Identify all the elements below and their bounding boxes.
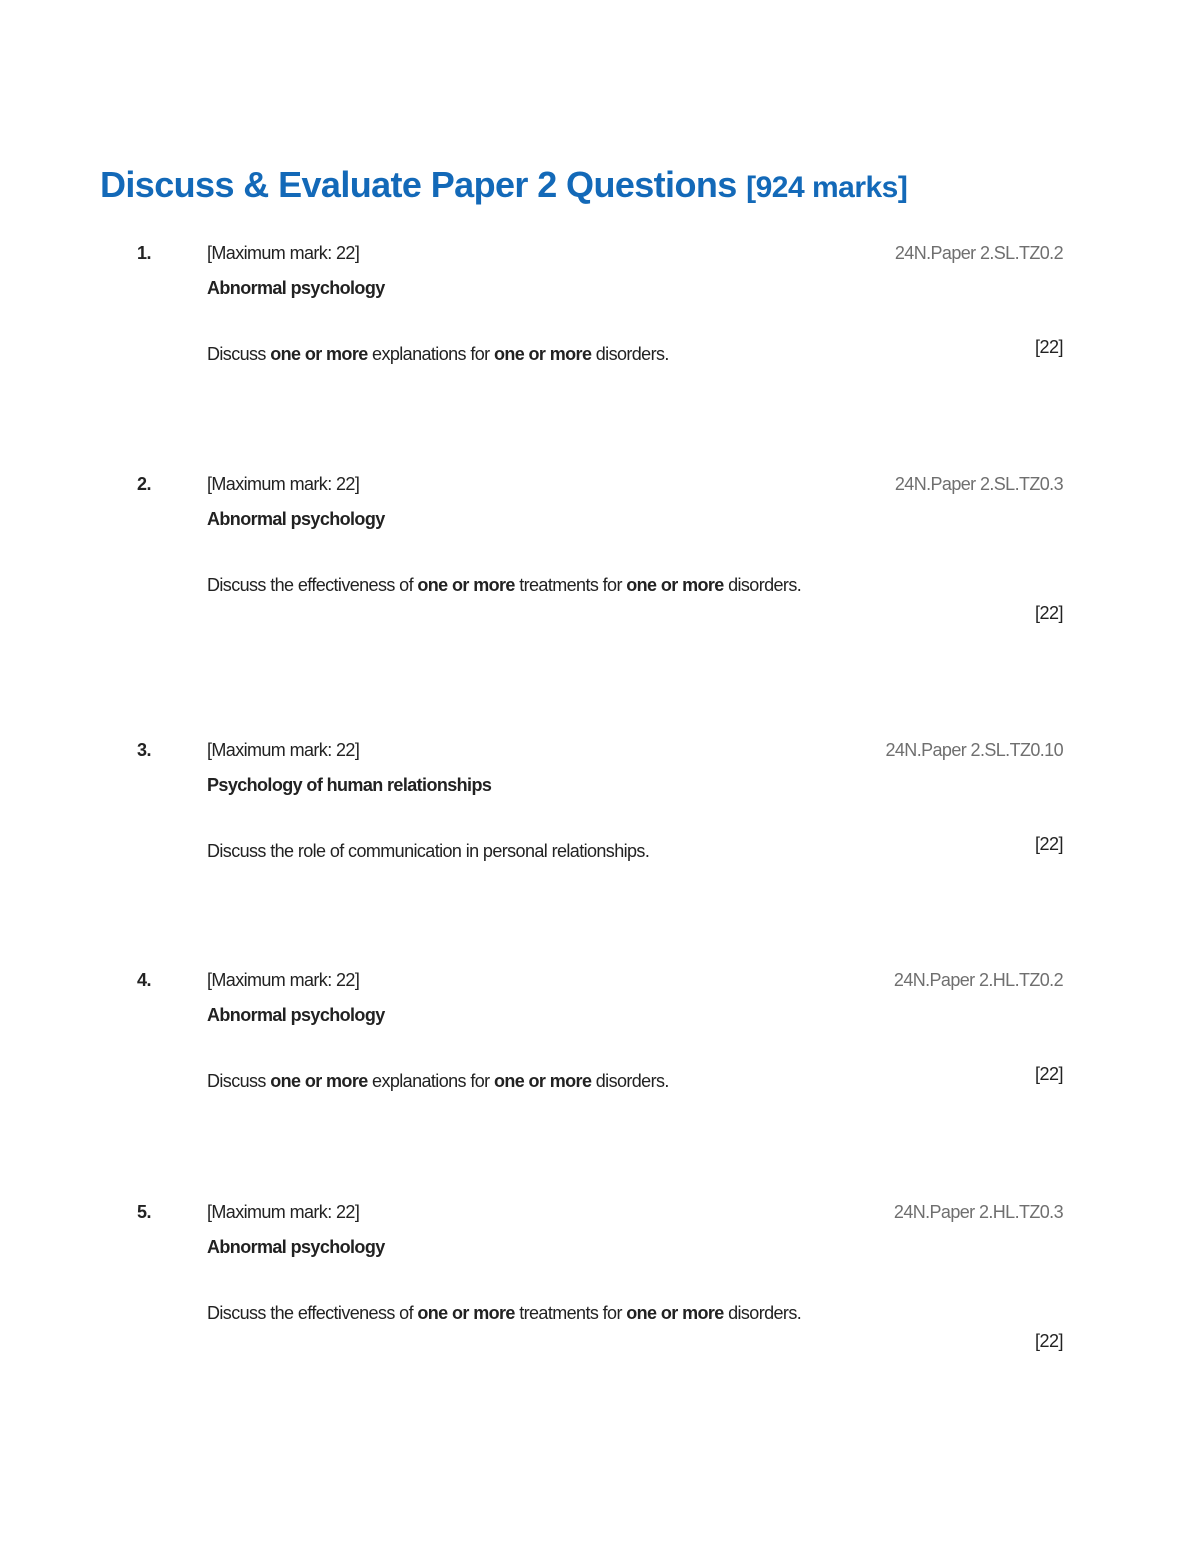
question-text-emphasis: one or more <box>417 575 515 595</box>
question-text-segment: explanations for <box>367 344 494 364</box>
question-text-segment: disorders. <box>591 344 669 364</box>
question-number: 1. <box>137 243 152 263</box>
question-topic: Abnormal psychology <box>207 509 385 529</box>
question-number: 3. <box>137 740 152 760</box>
question-marks: [22] <box>1034 603 1063 623</box>
page-title-text: Discuss & Evaluate Paper 2 Questions <box>100 164 737 206</box>
question-text-emphasis: one or more <box>626 575 724 595</box>
question-text-segment: explanations for <box>367 1071 494 1091</box>
question-max-mark: [Maximum mark: 22] <box>207 740 360 760</box>
question-max-mark: [Maximum mark: 22] <box>207 1202 360 1222</box>
question-text-emphasis: one or more <box>493 344 592 364</box>
question-reference: 24N.Paper 2.SL.TZ0.2 <box>894 243 1063 263</box>
question-topic: Abnormal psychology <box>207 1237 385 1257</box>
question-reference: 24N.Paper 2.SL.TZ0.3 <box>894 474 1063 494</box>
question-marks: [22] <box>1034 337 1063 357</box>
question-max-mark: [Maximum mark: 22] <box>207 243 360 263</box>
question-text-emphasis: one or more <box>417 1303 515 1323</box>
question-text <box>207 834 897 869</box>
question-text-segment: Discuss <box>207 1071 271 1091</box>
question-max-mark: [Maximum mark: 22] <box>207 474 360 494</box>
question-reference: 24N.Paper 2.HL.TZ0.3 <box>893 1202 1063 1222</box>
question-topic: Psychology of human relationships <box>207 775 492 795</box>
question-text-segment: treatments for <box>514 1303 627 1323</box>
page-title <box>100 164 907 206</box>
question-text <box>207 568 897 603</box>
question-text-emphasis: one or more <box>626 1303 724 1323</box>
question-reference: 24N.Paper 2.HL.TZ0.2 <box>893 970 1063 990</box>
question-marks: [22] <box>1034 834 1063 854</box>
question-max-mark: [Maximum mark: 22] <box>207 970 360 990</box>
question-text-segment: Discuss the effectiveness of <box>207 575 418 595</box>
question-text-segment: disorders. <box>723 575 802 595</box>
question-topic: Abnormal psychology <box>207 278 385 298</box>
question-number: 4. <box>137 970 152 990</box>
question-text-segment: treatments for <box>514 575 627 595</box>
question-text-segment: Discuss <box>207 344 271 364</box>
question-text-emphasis: one or more <box>493 1071 592 1091</box>
question-text <box>207 337 897 372</box>
question-text-segment: Discuss the role of communication in personal relationships. <box>207 841 650 861</box>
question-number: 2. <box>137 474 152 494</box>
question-text-emphasis: one or more <box>270 1071 368 1091</box>
question-topic: Abnormal psychology <box>207 1005 385 1025</box>
question-marks: [22] <box>1034 1331 1063 1351</box>
question-text-segment: Discuss the effectiveness of <box>207 1303 418 1323</box>
total-marks: [924 marks] <box>746 171 908 205</box>
question-reference: 24N.Paper 2.SL.TZ0.10 <box>885 740 1063 760</box>
question-marks: [22] <box>1034 1064 1063 1084</box>
question-number: 5. <box>137 1202 152 1222</box>
question-text-emphasis: one or more <box>270 344 368 364</box>
question-text-segment: disorders. <box>723 1303 802 1323</box>
question-text <box>207 1064 897 1099</box>
question-text <box>207 1296 897 1331</box>
question-text-segment: disorders. <box>591 1071 669 1091</box>
